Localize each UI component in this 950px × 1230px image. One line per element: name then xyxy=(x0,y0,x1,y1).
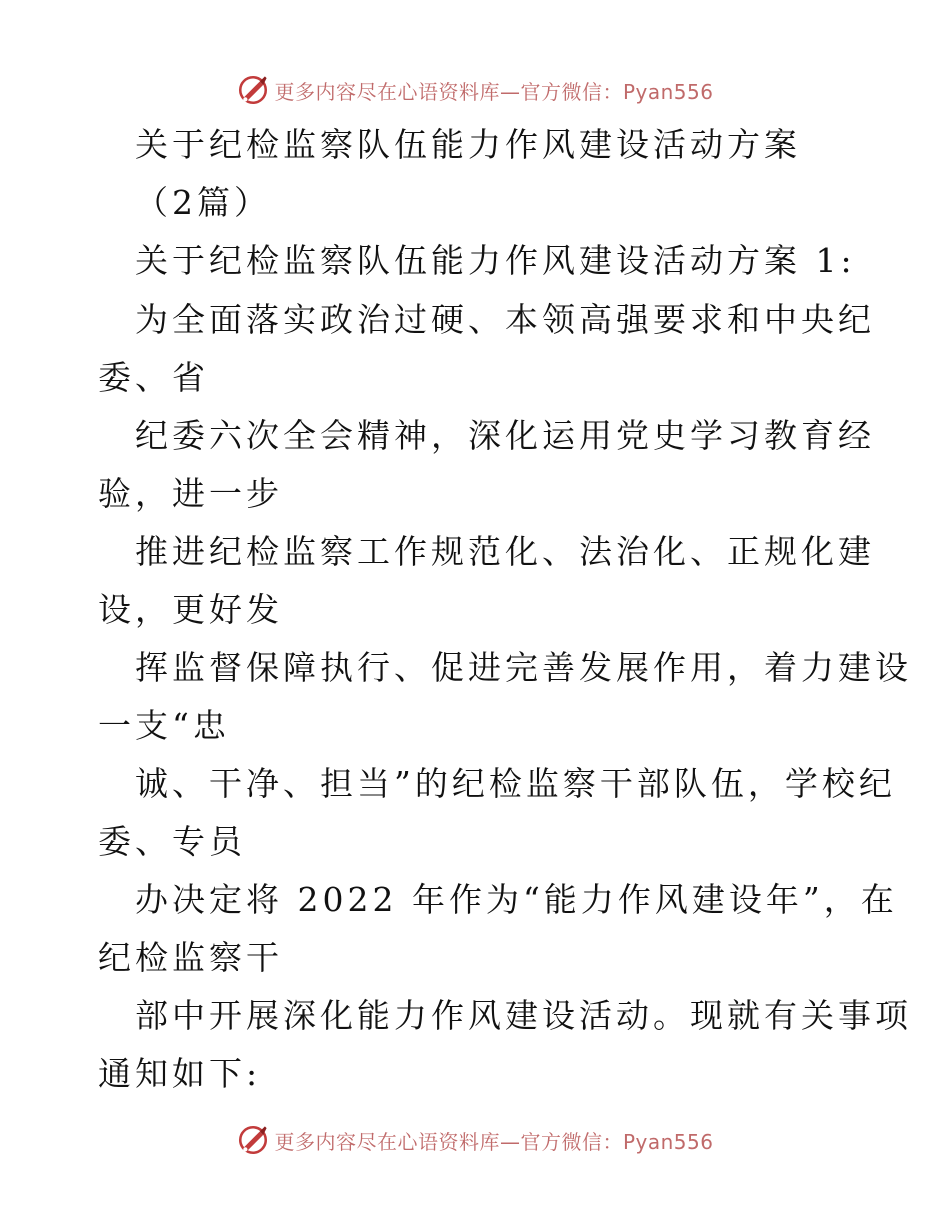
watermark-text: 更多内容尽在心语资料库—官方微信：Pyan556 xyxy=(274,1129,714,1154)
paragraph-line: 诚、干净、担当”的纪检监察干部队伍，学校纪 xyxy=(135,764,896,803)
paragraph-line: 办决定将 2022 年作为“能力作风建设年”，在 xyxy=(135,880,898,919)
paragraph-line: 委、省 xyxy=(98,358,209,397)
paragraph-line: 验，进一步 xyxy=(98,474,283,513)
paragraph-line: 设，更好发 xyxy=(98,590,283,629)
paragraph-line: 一支“忠 xyxy=(98,706,230,745)
paragraph-line: 纪委六次全会精神，深化运用党史学习教育经 xyxy=(135,416,875,455)
document-title: 关于纪检监察队伍能力作风建设活动方案 xyxy=(135,125,801,164)
section-heading: 关于纪检监察队伍能力作风建设活动方案 1: xyxy=(135,241,856,280)
paragraph-line: 为全面落实政治过硬、本领高强要求和中央纪 xyxy=(135,300,875,339)
paragraph-line: 通知如下: xyxy=(98,1054,262,1093)
paragraph-line: 推进纪检监察工作规范化、法治化、正规化建 xyxy=(135,532,875,571)
paragraph-line: 挥监督保障执行、促进完善发展作用，着力建设 xyxy=(135,648,912,687)
paragraph-line: 部中开展深化能力作风建设活动。现就有关事项 xyxy=(135,996,912,1035)
watermark-logo-icon xyxy=(236,1123,270,1157)
paragraph-line: 委、专员 xyxy=(98,822,246,861)
footer-watermark xyxy=(0,1120,950,1160)
paragraph-line: 纪检监察干 xyxy=(98,938,283,977)
document-title-count: （2篇） xyxy=(135,183,271,222)
watermark-text: 更多内容尽在心语资料库—官方微信：Pyan556 xyxy=(274,79,714,104)
